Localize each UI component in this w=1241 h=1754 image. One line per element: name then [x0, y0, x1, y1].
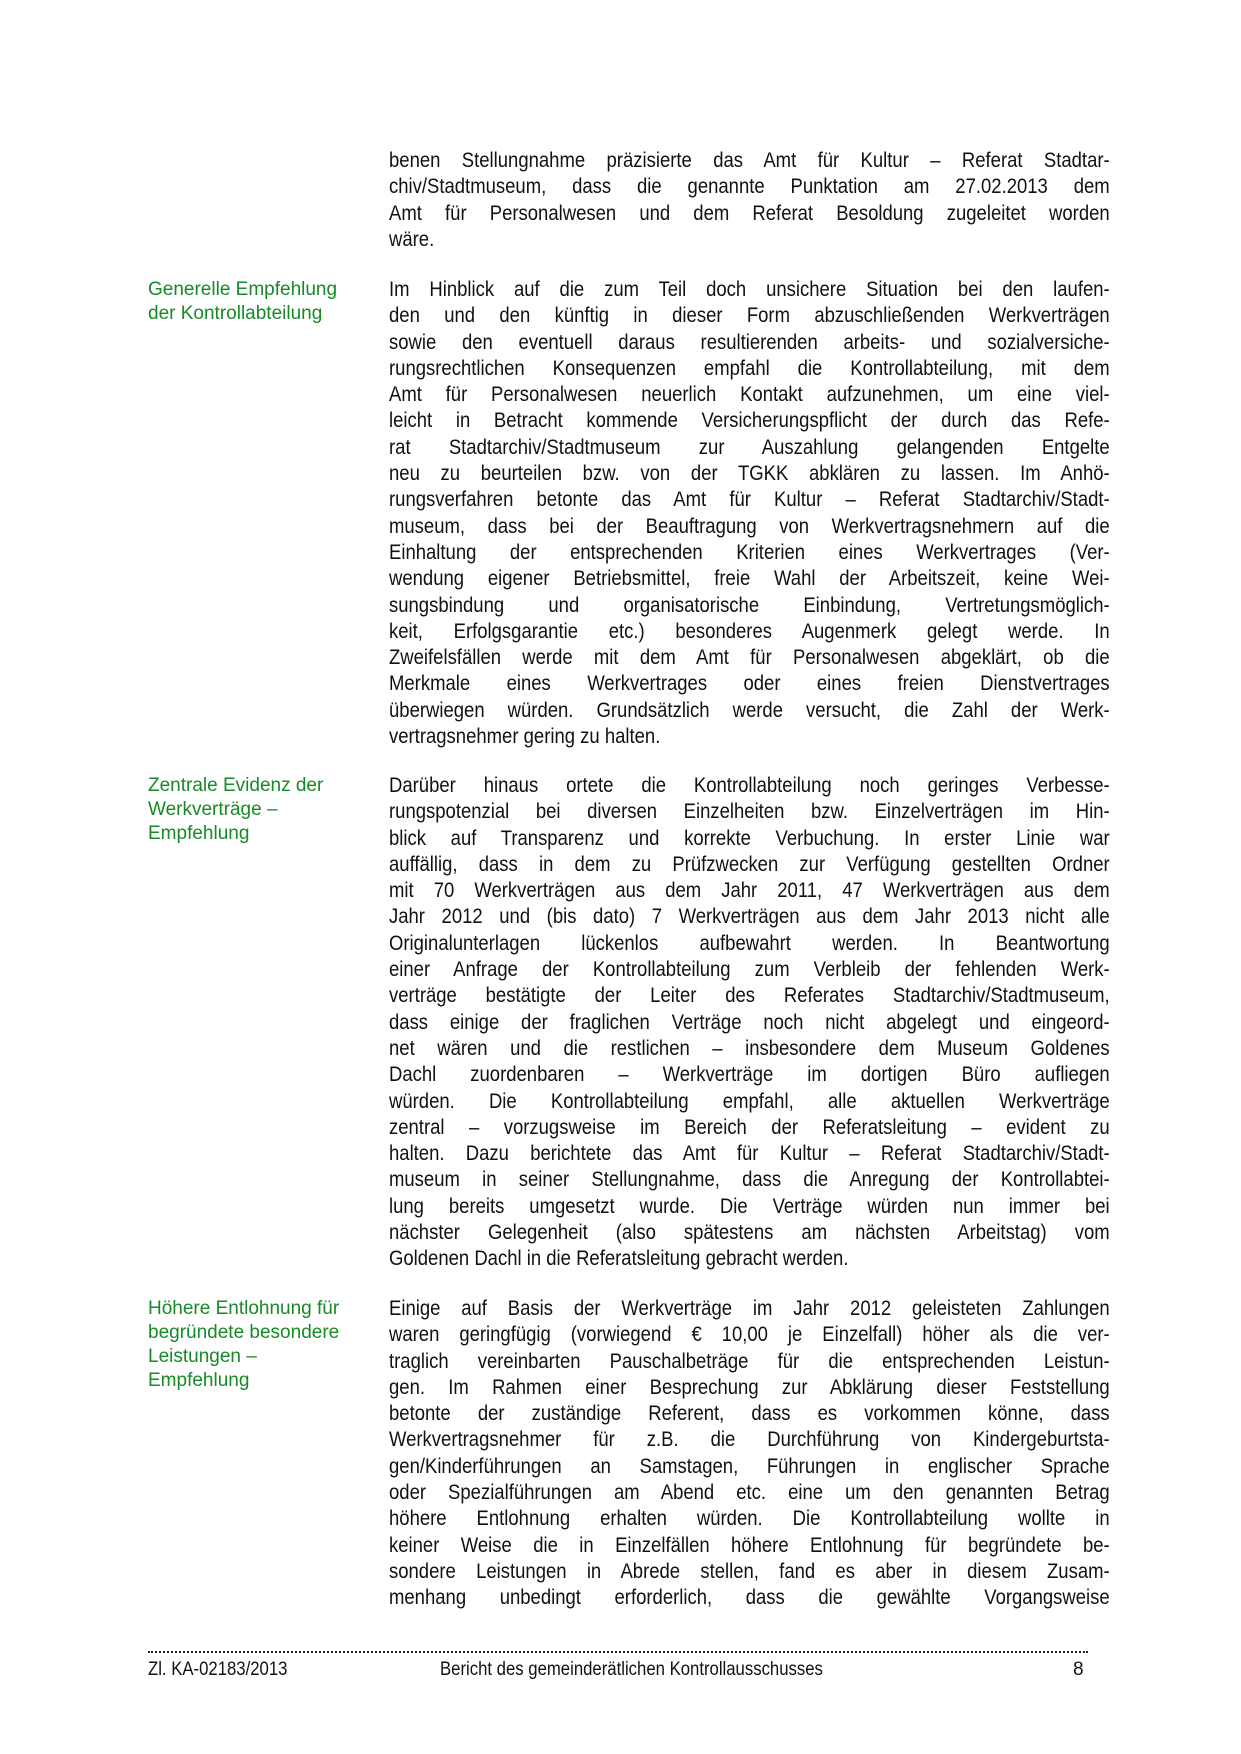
text-line: betonte der zuständige Referent, dass es vorkommen könne, dass — [389, 1401, 1110, 1426]
footer-divider — [148, 1651, 1088, 1653]
margin-heading: Höhere Entlohnung für begründete besondere Leistungen – Empfehlung — [148, 1298, 340, 1391]
text-line: rungspotenzial bei diversen Einzelheiten bzw. Einzelverträgen im Hin- — [389, 799, 1110, 824]
text-line: Zweifelsfällen werde mit dem Amt für Personalwesen abgeklärt, ob die — [389, 645, 1110, 670]
text-line: museum in seiner Stellungnahme, dass die Anregung der Kontrollabtei- — [389, 1167, 1110, 1192]
text-line: Merkmale eines Werkvertrages oder eines freien Dienstvertrages — [389, 671, 1110, 696]
text-line: museum, dass bei der Beauftragung von Werkvertragsnehmern auf die — [389, 513, 1110, 538]
text-line: würden. Die Kontrollabteilung empfahl, alle aktuellen Werkverträge — [389, 1088, 1110, 1113]
text-line: oder Spezialführungen am Abend etc. eine um den genannten Betrag — [389, 1480, 1110, 1505]
text-line: net wären und die restlichen – insbesondere dem Museum Goldenes — [389, 1035, 1110, 1060]
text-line: Einige auf Basis der Werkverträge im Jahr 2012 geleisteten Zahlungen — [389, 1296, 1110, 1320]
text-line: zentral – vorzugsweise im Bereich der Referatsleitung – evident zu — [389, 1114, 1110, 1139]
text-line: Jahr 2012 und (bis dato) 7 Werkverträgen aus dem Jahr 2013 nicht alle — [389, 904, 1110, 929]
document-reference: Zl. KA-02183/2013 — [148, 1659, 288, 1680]
margin-heading: Generelle Empfehlung der Kontrollabteilung — [148, 279, 338, 324]
text-line: Einhaltung der entsprechenden Kriterien eines Werkvertrages (Ver- — [389, 539, 1110, 564]
text-line: rat Stadtarchiv/Stadtmuseum zur Auszahlung gelangenden Entgelte — [389, 434, 1110, 459]
text-line: gen/Kinderführungen an Samstagen, Führungen in englischer Sprache — [389, 1453, 1110, 1478]
text-line: einer Anfrage der Kontrollabteilung zum Verbleib der fehlenden Werk- — [389, 957, 1110, 982]
text-line: nächster Gelegenheit (also spätestens am nächsten Arbeitstag) vom — [389, 1220, 1110, 1245]
text-line: keiner Weise die in Einzelfällen höhere Entlohnung für begründete be- — [389, 1532, 1110, 1557]
text-line: vertragsnehmer gering zu halten. — [389, 724, 661, 749]
text-line: Im Hinblick auf die zum Teil doch unsichere Situation bei den laufen- — [389, 277, 1110, 301]
text-line: keit, Erfolgsgarantie etc.) besonderes Augenmerk gelegt werde. In — [389, 618, 1110, 643]
text-line: überwiegen würden. Grundsätzlich werde versucht, die Zahl der Werk- — [389, 697, 1110, 722]
text-line: mit 70 Werkverträgen aus dem Jahr 2011, 47 Werkverträgen aus dem — [389, 878, 1110, 903]
text-line: Goldenen Dachl in die Referatsleitung gebracht werden. — [389, 1246, 849, 1271]
text-line: den und den künftig in dieser Form abzuschließenden Werkverträgen — [389, 303, 1110, 328]
text-line: blick auf Transparenz und korrekte Verbuchung. In erster Linie war — [389, 825, 1110, 850]
text-line: gen. Im Rahmen einer Besprechung zur Abklärung dieser Feststellung — [389, 1374, 1110, 1399]
text-line: höhere Entlohnung erhalten würden. Die Kontrollabteilung wollte in — [389, 1506, 1110, 1531]
text-line: leicht in Betracht kommende Versicherungspflicht der durch das Refe- — [389, 408, 1110, 433]
text-line: dass einige der fraglichen Verträge noch nicht abgelegt und eingeord- — [389, 1009, 1110, 1034]
text-line: Amt für Personalwesen und dem Referat Besoldung zugeleitet worden — [389, 200, 1110, 225]
text-line: chiv/Stadtmuseum, dass die genannte Punktation am 27.02.2013 dem — [389, 174, 1110, 199]
text-line: waren geringfügig (vorwiegend € 10,00 je Einzelfall) höher als die ver- — [389, 1322, 1110, 1347]
text-line: sungsbindung und organisatorische Einbindung, Vertretungsmöglich- — [389, 592, 1110, 617]
text-line: verträge bestätigte der Leiter des Referates Stadtarchiv/Stadtmuseum, — [389, 983, 1110, 1008]
text-line: sowie den eventuell daraus resultierenden arbeits- und sozialversiche- — [389, 329, 1110, 354]
text-line: Darüber hinaus ortete die Kontrollabteilung noch geringes Verbesse- — [389, 773, 1110, 797]
text-line: Originalunterlagen lückenlos aufbewahrt werden. In Beantwortung — [389, 930, 1110, 955]
text-line: Dachl zuordenbaren – Werkverträge im dortigen Büro aufliegen — [389, 1062, 1110, 1087]
page-number: 8 — [1073, 1659, 1084, 1680]
paragraph-body — [389, 276, 1110, 749]
paragraph-body — [389, 772, 1110, 1272]
text-line: rungsverfahren betonte das Amt für Kultur – Referat Stadtarchiv/Stadt- — [389, 487, 1110, 512]
text-line: wäre. — [389, 226, 435, 251]
text-line: lung bereits umgesetzt wurde. Die Verträge würden nun immer bei — [389, 1193, 1110, 1218]
text-line: sondere Leistungen in Abrede stellen, fand es aber in diesem Zusam- — [389, 1558, 1110, 1583]
text-line: menhang unbedingt erforderlich, dass die gewählte Vorgangsweise — [389, 1585, 1110, 1610]
text-line: Amt für Personalwesen neuerlich Kontakt aufzunehmen, um eine viel- — [389, 382, 1110, 407]
text-line: neu zu beurteilen bzw. von der TGKK abklären zu lassen. Im Anhö- — [389, 461, 1110, 486]
text-line: Werkvertragsnehmer für z.B. die Durchführung von Kindergeburtsta- — [389, 1427, 1110, 1452]
paragraph-body — [389, 1295, 1110, 1611]
text-line: benen Stellungnahme präzisierte das Amt für Kultur – Referat Stadtar- — [389, 148, 1110, 172]
text-line: halten. Dazu berichtete das Amt für Kultur – Referat Stadtarchiv/Stadt- — [389, 1141, 1110, 1166]
text-line: traglich vereinbarten Pauschalbeträge für die entsprechenden Leistun- — [389, 1348, 1110, 1373]
margin-heading: Zentrale Evidenz der Werkverträge – Empfehlung — [148, 775, 324, 844]
text-line: rungsrechtlichen Konsequenzen empfahl die Kontrollabteilung, mit dem — [389, 355, 1110, 380]
report-title: Bericht des gemeinderätlichen Kontrollausschusses — [440, 1659, 823, 1680]
text-line: auffällig, dass in dem zu Prüfzwecken zur Verfügung gestellten Ordner — [389, 851, 1110, 876]
paragraph-body — [389, 147, 1110, 252]
text-line: wendung eigener Betriebsmittel, freie Wahl der Arbeitszeit, keine Wei- — [389, 566, 1110, 591]
